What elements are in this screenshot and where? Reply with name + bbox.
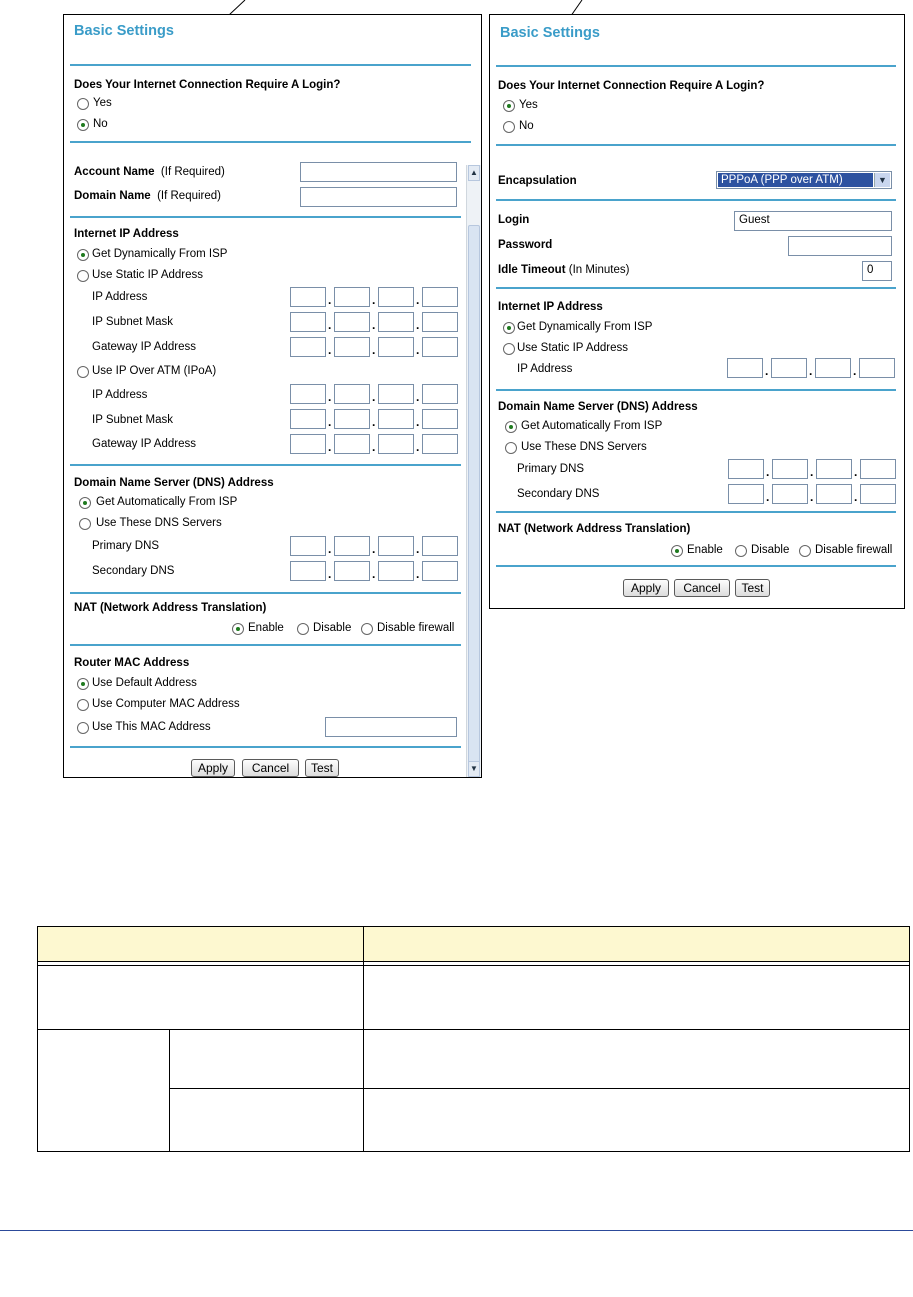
table-row xyxy=(38,966,910,1030)
table-cell xyxy=(364,1089,910,1152)
mac-this-radio[interactable] xyxy=(77,722,89,734)
ipoa-gateway-octet-4[interactable] xyxy=(422,434,458,454)
secondary-dns-octet-4[interactable] xyxy=(860,484,896,504)
nat-disable-radio[interactable] xyxy=(735,545,747,557)
ipoa-ip-octet-3[interactable] xyxy=(378,384,414,404)
login-no-radio[interactable] xyxy=(77,119,89,131)
login-yes-radio[interactable] xyxy=(77,98,89,110)
static-subnet-octet-1[interactable] xyxy=(290,312,326,332)
ip-dynamic-radio[interactable] xyxy=(503,322,515,334)
primary-dns-octet-1[interactable] xyxy=(728,459,764,479)
ipoa-label: Use IP Over ATM (IPoA) xyxy=(92,365,217,377)
encapsulation-select[interactable] xyxy=(716,171,892,189)
static-ip-octet-4[interactable] xyxy=(422,287,458,307)
divider xyxy=(70,644,461,646)
table-cell xyxy=(170,1089,364,1152)
test-button[interactable]: Test xyxy=(305,759,339,777)
settings-description-table xyxy=(37,926,910,1152)
ipoa-ip-octet-4[interactable] xyxy=(422,384,458,404)
primary-dns-label: Primary DNS xyxy=(517,463,585,475)
secondary-dns-label: Secondary DNS xyxy=(517,488,600,500)
right-title: Basic Settings xyxy=(500,25,600,41)
ipoa-ip-address-label: IP Address xyxy=(92,389,148,401)
encapsulation-value: PPPoA (PPP over ATM) xyxy=(718,173,873,187)
idle-timeout-input[interactable]: 0 xyxy=(862,261,892,281)
nat-disable-label: Disable xyxy=(751,544,790,556)
primary-dns-octet-3[interactable] xyxy=(816,459,852,479)
static-subnet-label: IP Subnet Mask xyxy=(92,316,173,328)
divider xyxy=(496,565,896,567)
idle-timeout-label: Idle Timeout xyxy=(498,264,566,276)
account-name-input[interactable] xyxy=(300,162,457,182)
static-subnet-octet-3[interactable] xyxy=(378,312,414,332)
static-subnet-octet-4[interactable] xyxy=(422,312,458,332)
table-header-cell xyxy=(364,927,910,962)
table-header-cell xyxy=(38,927,364,962)
mac-default-label: Use Default Address xyxy=(92,677,197,689)
ip-octet-1[interactable] xyxy=(727,358,763,378)
domain-name-label: Domain Name xyxy=(74,190,151,202)
apply-button[interactable]: Apply xyxy=(623,579,669,597)
nat-disable-label: Disable xyxy=(313,622,352,634)
divider xyxy=(496,287,896,289)
ip-octet-3[interactable] xyxy=(815,358,851,378)
ipoa-gateway-octet-3[interactable] xyxy=(378,434,414,454)
internet-ip-heading: Internet IP Address xyxy=(498,301,603,313)
nat-disable-firewall-label: Disable firewall xyxy=(377,622,455,634)
scrollbar[interactable] xyxy=(466,165,481,777)
divider xyxy=(70,216,461,218)
scroll-down-icon[interactable]: ▼ xyxy=(468,761,480,777)
scroll-up-icon[interactable]: ▲ xyxy=(468,165,480,181)
ip-dynamic-label: Get Dynamically From ISP xyxy=(517,321,653,333)
ipoa-ip-octet-2[interactable] xyxy=(334,384,370,404)
left-title: Basic Settings xyxy=(74,23,174,39)
primary-dns-label: Primary DNS xyxy=(92,540,160,552)
mac-computer-label: Use Computer MAC Address xyxy=(92,698,240,710)
dns-these-label: Use These DNS Servers xyxy=(96,517,222,529)
nat-enable-label: Enable xyxy=(248,622,284,634)
ipoa-gateway-octet-2[interactable] xyxy=(334,434,370,454)
domain-name-input[interactable] xyxy=(300,187,457,207)
ip-static-label: Use Static IP Address xyxy=(92,269,204,281)
table-cell xyxy=(364,966,910,1030)
divider xyxy=(70,64,471,66)
divider xyxy=(70,464,461,466)
table-cell xyxy=(170,1030,364,1089)
primary-dns-octet-4[interactable] xyxy=(422,536,458,556)
table-row xyxy=(38,1030,910,1089)
static-gateway-octet-2[interactable] xyxy=(334,337,370,357)
cancel-button[interactable]: Cancel xyxy=(242,759,299,777)
domain-name-row xyxy=(74,190,221,202)
ipoa-subnet-octet-1[interactable] xyxy=(290,409,326,429)
right-settings-panel: Basic Settings Does Your Internet Connection Require A Login? Yes No Encapsulation PPPoA (PPP over ATM) ▼ Login Guest Password Idle Timeout (In Minutes) 0 Internet IP Address Get Dynamically From ISP Use Static IP Address IP Address . . . Domain Name Server (DNS) Address Get Automatically From ISP Use These DNS Servers Primary DNS . . . Secondary DNS . . . NAT (Network Address Translation) Enable Disable Disable firewall Apply Cancel Test xyxy=(489,14,905,609)
login-yes-label: Yes xyxy=(519,99,538,111)
dns-auto-label: Get Automatically From ISP xyxy=(96,496,238,508)
dns-these-radio[interactable] xyxy=(79,518,91,530)
account-name-row xyxy=(74,166,225,178)
account-name-hint: (If Required) xyxy=(160,166,225,178)
dns-these-label: Use These DNS Servers xyxy=(521,441,647,453)
login-question: Does Your Internet Connection Require A Login? xyxy=(74,79,341,91)
login-input[interactable]: Guest xyxy=(734,211,892,231)
secondary-dns-octet-2[interactable] xyxy=(334,561,370,581)
divider xyxy=(496,144,896,146)
login-no-radio[interactable] xyxy=(503,121,515,133)
ip-static-radio[interactable] xyxy=(503,343,515,355)
ip-dynamic-label: Get Dynamically From ISP xyxy=(92,248,228,260)
ipoa-subnet-octet-4[interactable] xyxy=(422,409,458,429)
test-button[interactable]: Test xyxy=(735,579,770,597)
dns-auto-radio[interactable] xyxy=(505,421,517,433)
login-no-label: No xyxy=(93,118,108,130)
table-cell xyxy=(38,966,364,1030)
static-gateway-octet-3[interactable] xyxy=(378,337,414,357)
password-label: Password xyxy=(498,239,553,251)
static-gateway-label: Gateway IP Address xyxy=(92,341,196,353)
ip-dynamic-radio[interactable] xyxy=(77,249,89,261)
ipoa-subnet-octet-2[interactable] xyxy=(334,409,370,429)
nat-enable-radio[interactable] xyxy=(232,623,244,635)
static-ip-octet-2[interactable] xyxy=(334,287,370,307)
mac-this-label: Use This MAC Address xyxy=(92,721,211,733)
scroll-thumb[interactable] xyxy=(468,225,480,778)
secondary-dns-octet-2[interactable] xyxy=(772,484,808,504)
table-cell xyxy=(364,1030,910,1089)
static-gateway-octet-1[interactable] xyxy=(290,337,326,357)
ipoa-gateway-label: Gateway IP Address xyxy=(92,438,196,450)
ip-static-label: Use Static IP Address xyxy=(517,342,629,354)
password-input[interactable] xyxy=(788,236,892,256)
secondary-dns-octet-1[interactable] xyxy=(728,484,764,504)
ipoa-radio[interactable] xyxy=(77,366,89,378)
mac-default-radio[interactable] xyxy=(77,678,89,690)
login-question: Does Your Internet Connection Require A Login? xyxy=(498,80,765,92)
nat-disable-firewall-label: Disable firewall xyxy=(815,544,893,556)
primary-dns-octet-4[interactable] xyxy=(860,459,896,479)
ip-address-label: IP Address xyxy=(517,363,573,375)
login-yes-label: Yes xyxy=(93,97,112,109)
login-label: Login xyxy=(498,214,530,226)
divider xyxy=(496,511,896,513)
dns-auto-label: Get Automatically From ISP xyxy=(521,420,663,432)
divider xyxy=(70,592,461,594)
chevron-down-icon[interactable]: ▼ xyxy=(874,173,890,187)
secondary-dns-octet-4[interactable] xyxy=(422,561,458,581)
internet-ip-heading: Internet IP Address xyxy=(74,228,179,240)
ip-octet-4[interactable] xyxy=(859,358,895,378)
secondary-dns-octet-1[interactable] xyxy=(290,561,326,581)
nat-heading: NAT (Network Address Translation) xyxy=(498,523,691,535)
mac-computer-radio[interactable] xyxy=(77,699,89,711)
divider xyxy=(70,746,461,748)
idle-timeout-row xyxy=(498,264,629,276)
ipoa-subnet-octet-3[interactable] xyxy=(378,409,414,429)
nat-enable-label: Enable xyxy=(687,544,723,556)
secondary-dns-label: Secondary DNS xyxy=(92,565,175,577)
ipoa-subnet-label: IP Subnet Mask xyxy=(92,414,173,426)
mac-address-input[interactable] xyxy=(325,717,457,737)
account-name-label: Account Name xyxy=(74,166,155,178)
footer-rule xyxy=(0,1230,913,1231)
apply-button[interactable]: Apply xyxy=(191,759,235,777)
nat-enable-radio[interactable] xyxy=(671,545,683,557)
dns-auto-radio[interactable] xyxy=(79,497,91,509)
secondary-dns-octet-3[interactable] xyxy=(378,561,414,581)
ip-octet-2[interactable] xyxy=(771,358,807,378)
static-subnet-octet-2[interactable] xyxy=(334,312,370,332)
login-no-label: No xyxy=(519,120,534,132)
idle-timeout-hint: (In Minutes) xyxy=(568,264,630,276)
dns-heading: Domain Name Server (DNS) Address xyxy=(498,401,698,413)
ipoa-gateway-octet-1[interactable] xyxy=(290,434,326,454)
static-ip-octet-3[interactable] xyxy=(378,287,414,307)
mac-heading: Router MAC Address xyxy=(74,657,190,669)
nat-disable-radio[interactable] xyxy=(297,623,309,635)
ip-static-radio[interactable] xyxy=(77,270,89,282)
primary-dns-octet-2[interactable] xyxy=(334,536,370,556)
domain-name-hint: (If Required) xyxy=(157,190,221,202)
divider xyxy=(496,65,896,67)
primary-dns-octet-3[interactable] xyxy=(378,536,414,556)
primary-dns-octet-1[interactable] xyxy=(290,536,326,556)
login-yes-radio[interactable] xyxy=(503,100,515,112)
divider xyxy=(496,389,896,391)
cancel-button[interactable]: Cancel xyxy=(674,579,730,597)
primary-dns-octet-2[interactable] xyxy=(772,459,808,479)
divider xyxy=(496,199,896,201)
static-ip-address-label: IP Address xyxy=(92,291,148,303)
encapsulation-label: Encapsulation xyxy=(498,175,577,187)
nat-disable-firewall-radio[interactable] xyxy=(361,623,373,635)
dns-these-radio[interactable] xyxy=(505,442,517,454)
divider xyxy=(70,141,471,143)
secondary-dns-octet-3[interactable] xyxy=(816,484,852,504)
table-cell xyxy=(38,1030,170,1152)
nat-disable-firewall-radio[interactable] xyxy=(799,545,811,557)
dns-heading: Domain Name Server (DNS) Address xyxy=(74,477,274,489)
static-ip-octet-1[interactable] xyxy=(290,287,326,307)
nat-heading: NAT (Network Address Translation) xyxy=(74,602,267,614)
left-settings-panel: Basic Settings Does Your Internet Connection Require A Login? Yes No Account Name (If Required) Domain Name (If Required) Internet IP Address Get Dynamically From ISP Use Static IP Address IP Address . . . IP Subnet Mask . . . Gateway IP Address . . . Use IP Over ATM (IPoA) IP Address . . . IP Subnet Mask . . . Gateway IP Address . . . Domain Name Server (DNS) Address Get Automatically From ISP Use These DNS Servers Primary DNS . . . Secondary DNS . . . NAT (Network Address Translation) Enable Disable Disable firewall Router MAC Address Use Default Address Use Computer MAC Address Use This MAC Address Apply Cancel Test ▲ ▼ xyxy=(63,14,482,778)
static-gateway-octet-4[interactable] xyxy=(422,337,458,357)
table-header-row xyxy=(38,927,910,962)
ipoa-ip-octet-1[interactable] xyxy=(290,384,326,404)
